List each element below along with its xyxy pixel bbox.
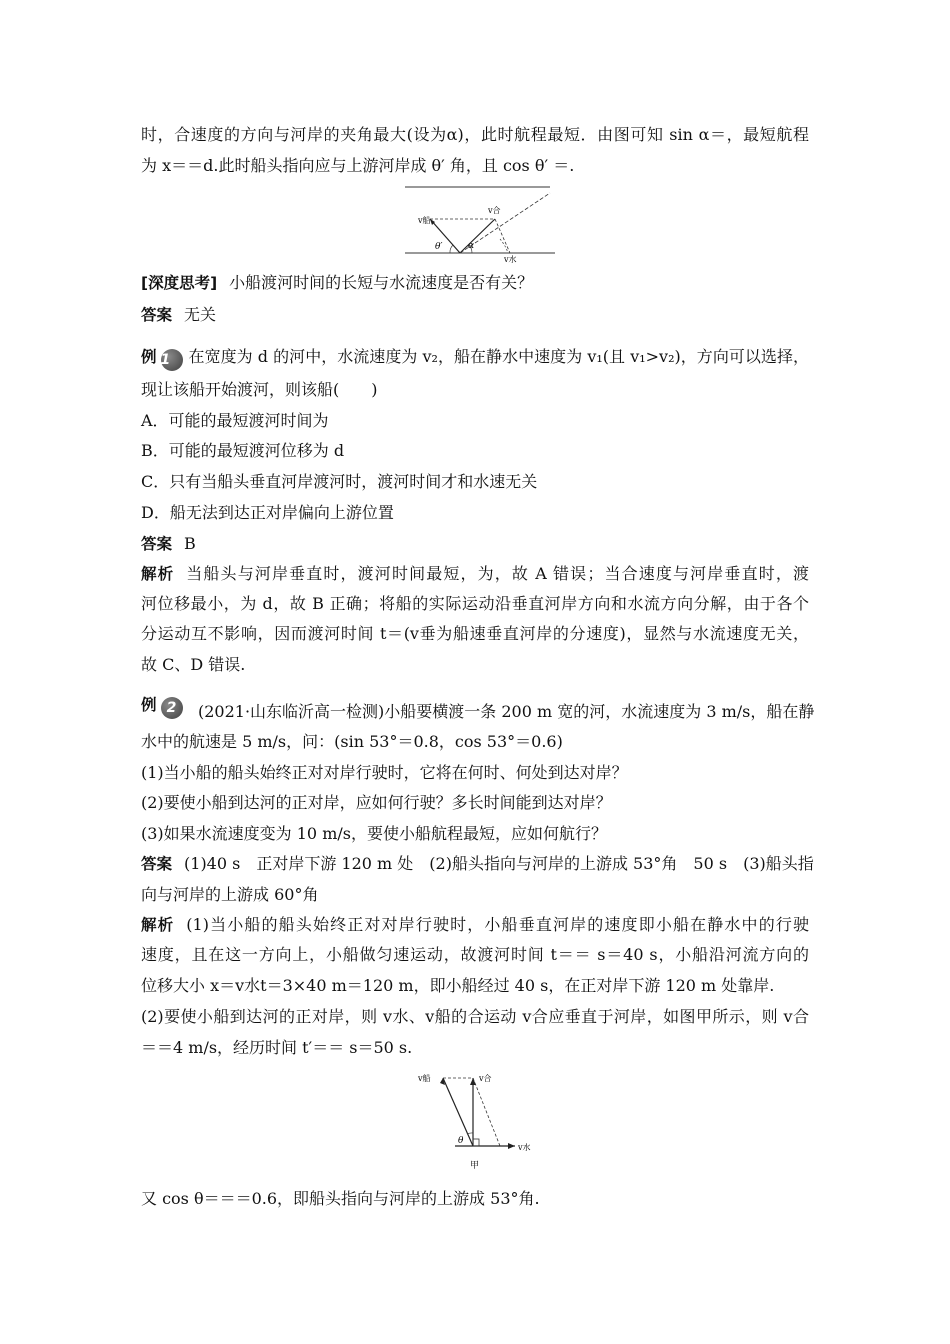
example-2-label: 例 [141, 696, 157, 714]
example-1-stem-text: 在宽度为 d 的河中，水流速度为 v₂，船在静水中速度为 v₁(且 v₁>v₂)，方向可以选择， [188, 347, 809, 366]
fig2-v-boat-label: v船 [418, 1074, 431, 1083]
option-c: C．只有当船头垂直河岸渡河时，渡河时间才和水速无关 [141, 472, 538, 491]
example-2-analysis-3: 位移大小 x＝v水t＝3×40 m＝120 m，即小船经过 40 s，在正对岸下游 120 m 处靠岸. [141, 976, 775, 995]
fig1-v-boat-label: v船 [418, 216, 431, 225]
example-2-answer-2: 向与河岸的上游成 60°角 [141, 885, 319, 904]
example-2-question-1: (1)当小船的船头始终正对对岸行驶时，它将在何时、何处到达对岸？ [141, 763, 628, 782]
example-2-question-2: (2)要使小船到达河的正对岸，应如何行驶？多长时间能到达对岸？ [141, 793, 612, 812]
example-1-answer [141, 533, 196, 555]
analysis-label: 解析 [141, 916, 175, 934]
top-line-2: 为 x＝＝d.此时船头指向应与上游河岸成 θ′ 角，且 cos θ′ ＝. [141, 156, 575, 175]
fig2-v-combined-label: v合 [479, 1074, 492, 1083]
example-1-analysis-1 [141, 563, 809, 585]
option-d: D．船无法到达正对岸偏向上游位置 [141, 503, 394, 522]
example-2-stem-1: (2021·山东临沂高一检测)小船要横渡一条 200 m 宽的河，水流速度为 3 m/s，船在静 [198, 702, 815, 721]
fig2-theta-label: θ [458, 1136, 464, 1146]
analysis-text: 当船头与河岸垂直时，渡河时间最短，为，故 A 错误；当合速度与河岸垂直时，渡 [186, 564, 809, 583]
example-2-stem-2: 水中的航速是 5 m/s，问：(sin 53°＝0.8，cos 53°＝0.6) [141, 732, 563, 751]
fig1-v-combined-label: v合 [488, 206, 501, 215]
example-1-number-badge: 1 [161, 349, 183, 371]
fig1-theta-label: θ′ [435, 242, 443, 252]
example-2-question-3: (3)如果水流速度变为 10 m/s，要使小船航程最短，应如何航行？ [141, 824, 607, 843]
example-2-badge-row [141, 694, 189, 719]
option-b: B．可能的最短渡河位移为 d [141, 441, 345, 460]
example-1-analysis-4: 故 C、D 错误. [141, 655, 246, 674]
fig1-alpha-label: α [468, 241, 475, 251]
answer-label: 答案 [141, 535, 173, 553]
example-2-analysis-4: (2)要使小船到达河的正对岸，则 v水、v船的合运动 v合应垂直于河岸，如图甲所示，则 v合 [141, 1007, 809, 1026]
example-2-answer-1 [141, 853, 814, 875]
fig2-caption: 甲 [470, 1161, 480, 1171]
top-line-1: 时，合速度的方向与河岸的夹角最大(设为α)，此时航程最短．由图可知 sin α＝，最短航程 [141, 125, 809, 144]
example-2-analysis-1 [141, 914, 809, 936]
example-1-analysis-2: 河位移最小，为 d，故 B 正确；将船的实际运动沿垂直河岸方向和水流方向分解，由于各个 [141, 594, 809, 613]
example-1-analysis-3: 分运动互不影响，因而渡河时间 t＝(v垂为船速垂直河岸的分速度)，显然与水流速度无关， [141, 624, 809, 643]
answer-label: 答案 [141, 306, 173, 324]
analysis-text: (1)当小船的船头始终正对对岸行驶时，小船垂直河岸的速度即小船在静水中的行驶 [186, 915, 809, 934]
final-line: 又 cos θ＝＝＝0.6，即船头指向与河岸的上游成 53°角. [141, 1189, 540, 1208]
figure-1-diagram [400, 183, 560, 263]
deep-thinking [141, 272, 533, 294]
figure-2-diagram [415, 1068, 545, 1178]
answer-text: (1)40 s 正对岸下游 120 m 处 (2)船头指向与河岸的上游成 53°角 50 s (3)船头指 [184, 854, 814, 873]
example-1-stem-2: 现让该船开始渡河，则该船( ) [141, 380, 378, 399]
deep-thinking-answer [141, 304, 216, 326]
example-2-number-badge: 2 [161, 697, 183, 719]
fig2-v-water-label: v水 [518, 1143, 531, 1152]
answer-label: 答案 [141, 855, 173, 873]
example-2-analysis-5: ＝＝4 m/s，经历时间 t′＝＝ s＝50 s. [141, 1038, 413, 1057]
example-1-label: 例 [141, 348, 157, 366]
example-2-analysis-2: 速度，且在这一方向上，小船做匀速运动，故渡河时间 t＝＝ s＝40 s，小船沿河流方向的 [141, 945, 809, 964]
fig1-v-water-label: v水 [504, 255, 517, 263]
analysis-label: 解析 [141, 565, 175, 583]
deep-thinking-tag: [深度思考] [141, 274, 218, 292]
example-1-stem-1 [141, 346, 809, 371]
answer-text: B [184, 534, 196, 553]
answer-text: 无关 [184, 305, 217, 324]
option-a: A．可能的最短渡河时间为 [141, 411, 329, 430]
combined-vector-line [460, 219, 495, 253]
deep-thinking-question: 小船渡河时间的长短与水流速度是否有关？ [229, 273, 534, 292]
